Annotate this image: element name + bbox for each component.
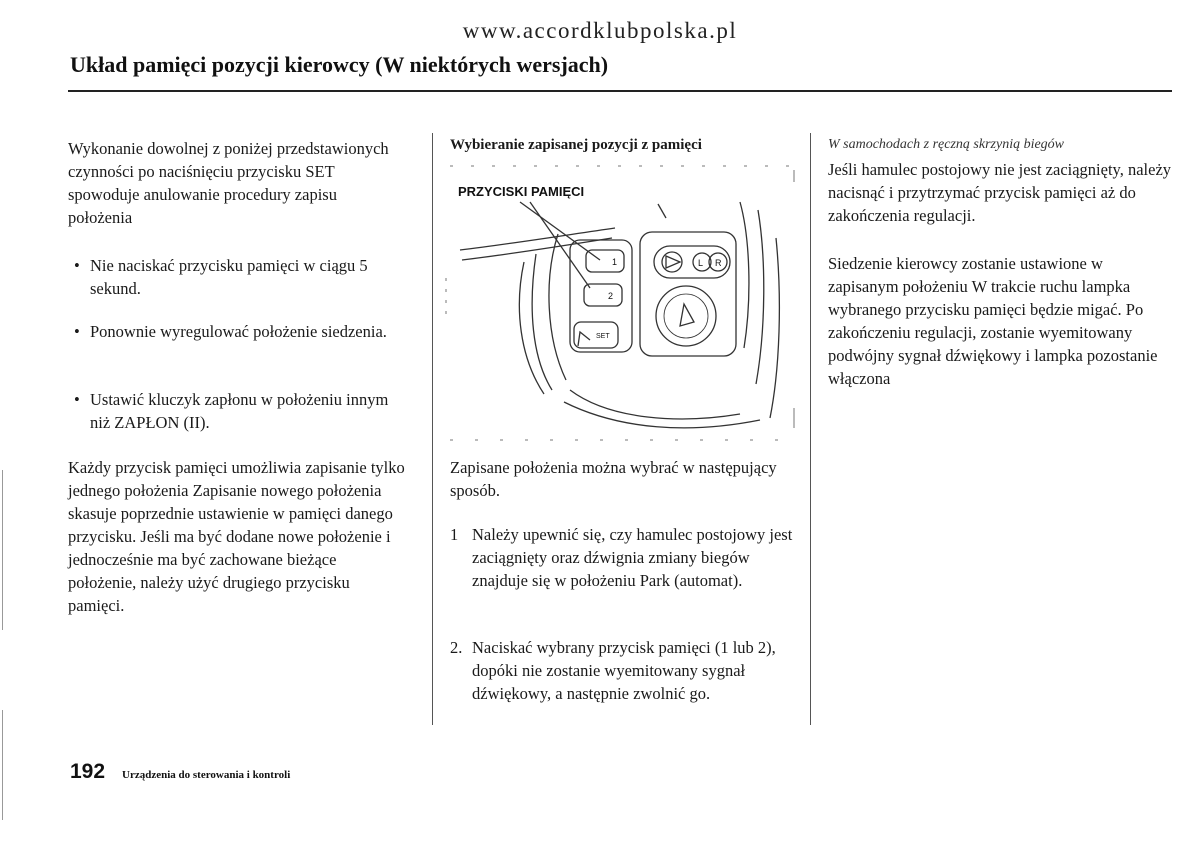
middle-intro-paragraph: Zapisane położenia można wybrać w następujący sposób. [450, 458, 777, 500]
title-divider [68, 90, 1172, 92]
section-heading: Wybieranie zapisanej pozycji z pamięci [450, 137, 702, 153]
numbered-step [450, 523, 798, 592]
figure-label: PRZYCISKI PAMIĘCI [458, 184, 585, 199]
bullet-item [70, 254, 420, 300]
bullet-dot-icon: • [74, 322, 80, 341]
set-button-label: SET [596, 333, 610, 340]
memory-buttons-illustration [440, 158, 802, 450]
memory-button-1-label: 1 [612, 257, 618, 267]
bullet-dot-icon: • [74, 390, 80, 409]
left-paragraph: Każdy przycisk pamięci umożliwia zapisanie tylko jednego położenia Zapisanie nowego położenia skasuje poprzednie ustawienie w pamięci danego przycisku. Jeśli ma być dodane nowe położenie i jednocześnie ma być zachowane bieżące położenie, należy użyć drugiego przycisku pamięci. [68, 458, 405, 615]
step-text: Należy upewnić się, czy hamulec postojowy jest zaciągnięty oraz dźwignia zmiany biegów znajduje się w położeniu Park (automat). [472, 525, 793, 590]
column-divider-left [432, 133, 433, 725]
bullet-text: Ustawić kluczyk zapłonu w położeniu innym niż ZAPŁON (II). [90, 390, 389, 432]
page-title: Układ pamięci pozycji kierowcy (W niektórych wersjach) [70, 52, 609, 77]
mirror-selector-left-label: L [698, 258, 704, 268]
watermark-url: www.accordklubpolska.pl [462, 18, 738, 43]
bullet-item [70, 320, 400, 343]
bullet-dot-icon: • [74, 256, 80, 275]
step-number: 2. [450, 638, 463, 657]
right-paragraph-1: Jeśli hamulec postojowy nie jest zaciągnięty, należy nacisnąć i przytrzymać przycisk pamięci aż do zakończenia regulacji. [828, 160, 1172, 225]
right-paragraph-2: Siedzenie kierowcy zostanie ustawione w zapisanym położeniu W trakcie ruchu lampka wybranego przycisku pamięci będzie migać. Po zakończeniu regulacji, zostanie wyemitowany podwójny sygnał dźwiękowy i lampka pozostanie włączona [828, 254, 1158, 388]
scan-edge-mark [2, 710, 3, 820]
footer-section-title: Urządzenia do sterowania i kontroli [122, 769, 291, 781]
manual-transmission-note: W samochodach z ręczną skrzynią biegów [828, 137, 1065, 152]
step-text: Naciskać wybrany przycisk pamięci (1 lub 2), dopóki nie zostanie wyemitowany sygnał dźwiękowy, a następnie zwolnić go. [472, 638, 776, 703]
step-number: 1 [450, 525, 459, 544]
scan-edge-mark [2, 470, 3, 630]
column-divider-right [810, 133, 811, 725]
numbered-step [450, 636, 802, 705]
bullet-text: Ponownie wyregulować położenie siedzenia. [90, 322, 387, 341]
page-number: 192 [70, 760, 106, 783]
memory-button-2-label: 2 [608, 291, 614, 301]
bullet-text: Nie naciskać przycisku pamięci w ciągu 5 sekund. [90, 256, 368, 298]
bullet-item [70, 388, 410, 434]
left-intro-paragraph: Wykonanie dowolnej z poniżej przedstawionych czynności po naciśnięciu przycisku SET spowoduje anulowanie procedury zapisu położenia [68, 139, 389, 227]
mirror-selector-right-label: R [715, 258, 722, 268]
